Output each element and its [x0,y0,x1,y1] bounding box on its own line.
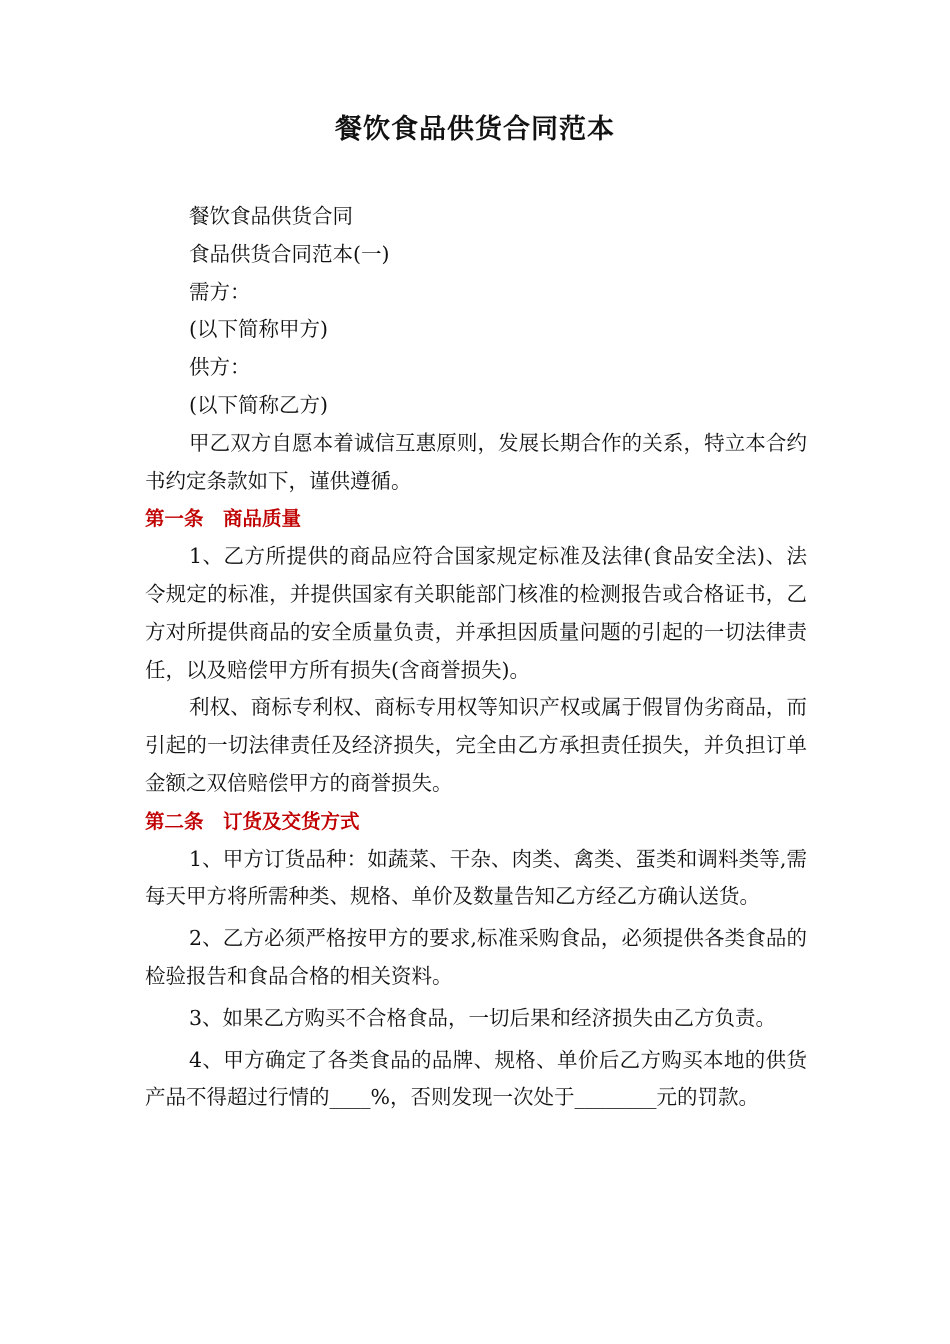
intro-line-template-name: 食品供货合同范本(一) [189,241,390,266]
article2-paragraph-4: 4、甲方确定了各类食品的品牌、规格、单价后乙方购买本地的供货产品不得超过行情的____%，否则发现一次处于________元的罚款。 [145,1047,807,1110]
document-body [145,198,807,1117]
article1-paragraph-1: 1、乙方所提供的商品应符合国家规定标准及法律(食品安全法)、法令规定的标准，并提供国家有关职能部门核准的检测报告或合格证书，乙方对所提供商品的安全质量负责，并承担因质量问题的引起的一切法律责任，以及赔偿甲方所有损失(含商誉损失)。 [145,544,807,682]
article2-paragraph-3: 3、如果乙方购买不合格食品，一切后果和经济损失由乙方负责。 [189,1005,777,1030]
article2-paragraph-1: 1、甲方订货品种：如蔬菜、干杂、肉类、禽类、蛋类和调料类等,需每天甲方将所需种类、规格、单价及数量告知乙方经乙方确认送货。 [145,846,807,909]
intro-line-supplier: 供方： [189,355,251,380]
article2-heading: 第二条 订货及交货方式 [145,809,360,833]
document-title: 餐饮食品供货合同范本 [335,114,615,145]
article1-heading: 第一条 商品质量 [145,507,302,531]
article1-paragraph-2: 利权、商标专利权、商标专用权等知识产权或属于假冒伪劣商品，而引起的一切法律责任及经济损失，完全由乙方承担责任损失，并负担订单金额之双倍赔偿甲方的商誉损失。 [145,695,807,795]
intro-line-contract-name: 餐饮食品供货合同 [189,204,353,228]
intro-line-buyer: 需方： [189,279,251,304]
intro-line-supplier-abbr: (以下简称乙方) [189,392,328,417]
article2-paragraph-2: 2、乙方必须严格按甲方的要求,标准采购食品，必须提供各类食品的检验报告和食品合格的相关资料。 [145,926,807,988]
preamble-paragraph: 甲乙双方自愿本着诚信互惠原则，发展长期合作的关系，特立本合约书约定条款如下，谨供遵循。 [145,430,807,493]
intro-line-buyer-abbr: (以下简称甲方) [189,317,328,342]
